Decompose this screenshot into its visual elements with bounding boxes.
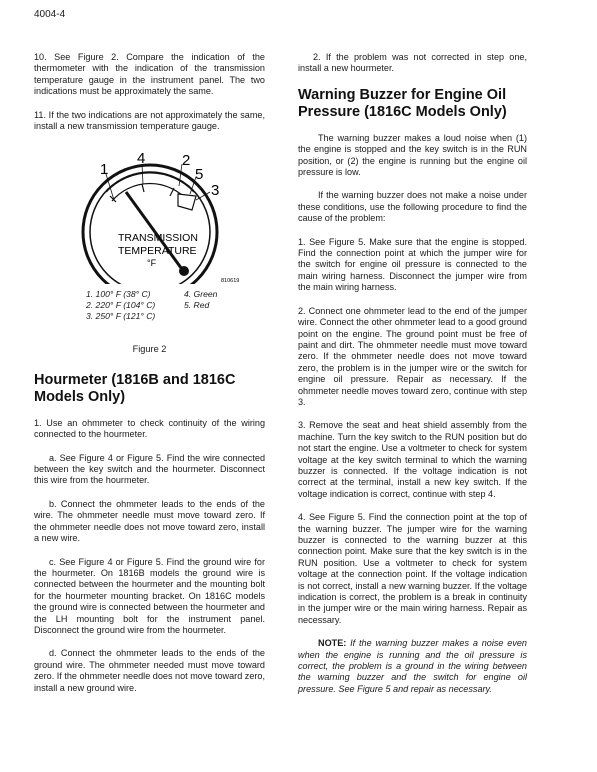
intro-paragraph-2: If the warning buzzer does not make a noise under these conditions, use the following procedure to find the cause of the problem: [298,190,527,224]
intro-paragraph-1: The warning buzzer makes a loud noise when (1) the engine is stopped and the key switch is in the RUN position, or (2) the engine is running but the engine oil pressure is low. [298,132,527,178]
callout-4: 4 [137,150,146,168]
legend-row: 1. 100° F (38° C) 4. Green [86,289,218,300]
buzzer-step-1: 1. See Figure 5. Make sure that the engine is stopped. Find the connection point at which the jumper wire for the switch for engine oil pressure is connected to the main wiring harness. Disconnect the jumper wire from the main wiring harness. [298,236,527,293]
buzzer-step-3: 3. Remove the seat and heat shield assembly from the machine. Turn the key switch to the RUN position but do not start the engine. Use a voltmeter to check for system voltage at the key switch terminal to which the warning buzzer is connected. If the voltage indication is not correct at the terminal, install a new key switch. If the voltage indication is correct, continue with step 4. [298,420,527,499]
note-label: NOTE: [318,638,347,649]
callout-5: 5 [195,166,204,184]
left-column [34,52,265,706]
dial-label-2: TEMPERATURE [118,245,197,258]
buzzer-step-2: 2. Connect one ohmmeter lead to the end of the jumper wire. Connect the other ohmmeter lead to a good ground point on the engine. The ground point must be free of paint and dirt. The ohmmeter needle must move toward zero. If the ohmmeter needle does not move toward zero, the problem is in the jumper wire or the switch for engine oil pressure. Repair as necessary. If the ohmmeter needle moves toward zero, continue with step 3. [298,305,527,407]
figure-code: 810619 [221,278,240,285]
step-11: 11. If the two indications are not approximately the same, install a new transmission temperature gauge. [34,109,265,132]
legend-row: 2. 220° F (104° C) 5. Red [86,300,210,311]
figure-legend [86,289,217,321]
step-1d: d. Connect the ohmmeter leads to the ends of the ground wire. The ohmmeter needed must move toward zero. If the ohmmeter needle does not move toward zero, install a new ground wire. [34,648,266,693]
buzzer-step-4: 4. See Figure 5. Find the connection point at the top of the warning buzzer. The jumper wire for the warning buzzer is connected to the warning buzzer at this connection point. Make sure that the key switch is in the RUN position. Use a voltmeter to check for system voltage at the connection point. If the voltage indication is not correct, install a new warning buzzer. If the voltage indication is correct, the problem is a break in continuity in the jumper wire or the main wiring harness. Repair as necessary. [298,512,527,625]
right-column [298,52,527,707]
note [298,638,527,695]
callout-1: 1 [100,161,109,179]
step-2: 2. If the problem was not corrected in step one, install a new hourmeter. [298,52,527,74]
dial-unit: °F [147,258,157,269]
section-heading-warning-buzzer: Warning Buzzer for Engine Oil Pressure (1816C Models Only) [298,86,507,120]
callout-2: 2 [182,152,191,170]
gauge-illustration [34,144,265,284]
note-text: If the warning buzzer makes a noise even when the engine is running and the oil pressure is correct, the problem is a ground in the wiring between the warning buzzer and the switch for engine oil pressure. See Figure 5 and repair as necessary. [298,638,527,694]
step-10: 10. See Figure 2. Compare the indication of the thermometer with the indication of the transmission temperature gauge in the instrument panel. The two indications must be approximately the same. [34,52,265,97]
section-heading-hourmeter: Hourmeter (1816B and 1816C Models Only) [34,371,236,405]
callout-3: 3 [211,182,220,200]
figure-2 [34,144,265,340]
page-number: 4004-4 [34,9,66,20]
step-1a: a. See Figure 4 or Figure 5. Find the wire connected between the key switch and the hourmeter. Disconnect this wire from the hourmeter. [34,452,265,486]
figure-caption: Figure 2 [132,344,167,355]
step-1b: b. Connect the ohmmeter leads to the ends of the wire. The ohmmeter needle must move toward zero. If the ohmmeter needle does not move toward zero, install a new wire. [34,498,265,544]
step-1: 1. Use an ohmmeter to check continuity of the wiring connected to the hourmeter. [34,417,265,440]
step-1c: c. See Figure 4 or Figure 5. Find the ground wire for the hourmeter. On 1816B models the ground wire is connected between the hourmeter and the mounting bolt for the hourmeter mounting bracket. On 1816C models the ground wire is connected between the hourmeter and the LH mounting bolt for the instrument panel. Disconnect the ground wire from the hourmeter. [34,556,265,635]
legend-row: 3. 250° F (121° C) [86,310,156,321]
dial-label-1: TRANSMISSION [118,232,198,245]
